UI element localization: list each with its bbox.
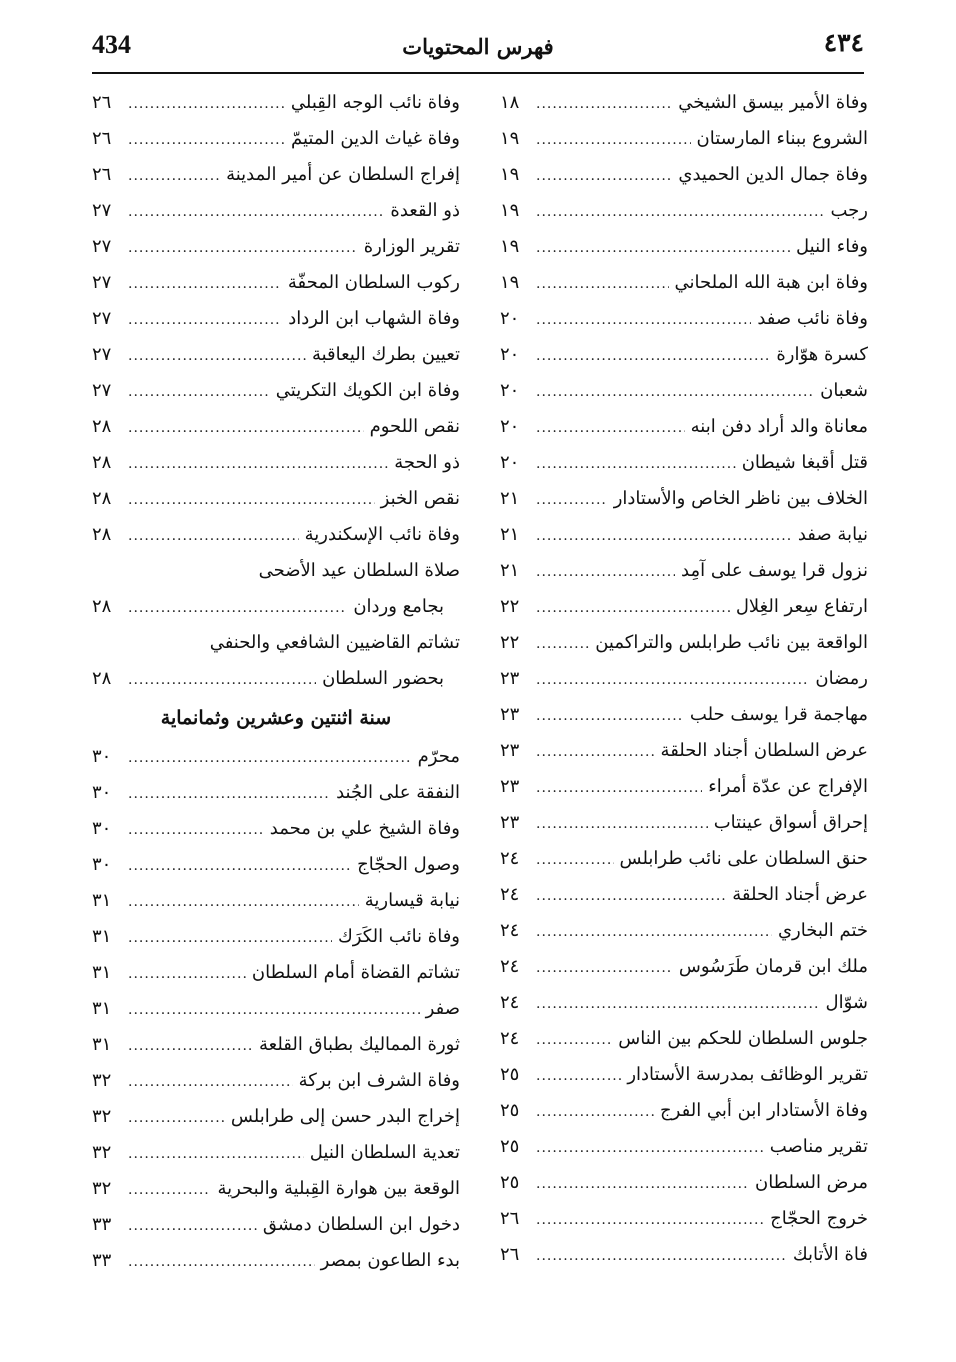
- entry-page: ٣٣: [92, 1214, 112, 1235]
- year-heading: سنة اثنتين وعشرين وثمانماية: [160, 707, 392, 729]
- entry-page: ٢٥: [500, 1100, 520, 1121]
- leader-dots: [128, 266, 282, 302]
- leader-dots: [128, 1100, 225, 1136]
- entry-title: ذو الحجة: [394, 452, 460, 473]
- toc-entry: [92, 229, 460, 265]
- entry-page: ٢١: [500, 524, 520, 545]
- entry-page: ٢٣: [500, 704, 520, 725]
- toc-entry: [92, 265, 460, 301]
- toc-entry: [92, 445, 460, 481]
- entry-title: وفاة الأستادار ابن أبي الفرج: [660, 1100, 868, 1121]
- entry-title: حنق السلطان على نائب طرابلس: [619, 848, 868, 869]
- entry-title: الواقعة بين نائب طرابلس والتراكمين: [595, 632, 868, 653]
- entry-title: مهاجمة قرا يوسف حلب: [689, 704, 868, 725]
- entry-page: ٣٠: [92, 854, 112, 875]
- entry-page: ١٩: [500, 236, 520, 257]
- leader-dots: [536, 698, 684, 734]
- toc-entry: [92, 301, 460, 337]
- leader-dots: [536, 806, 708, 842]
- entry-page: ٣١: [92, 998, 112, 1019]
- page-number-latin: 434: [92, 30, 131, 59]
- toc-entry: [92, 1027, 460, 1063]
- toc-entry: [92, 193, 460, 229]
- leader-dots: [128, 956, 246, 992]
- toc-entry: [92, 991, 460, 1027]
- entry-page: ٢٤: [500, 992, 520, 1013]
- toc-entry: [500, 517, 868, 553]
- entry-title: تعيين بطرك اليعاقبة: [311, 344, 460, 365]
- entry-title: تقرير مناصب: [769, 1136, 868, 1157]
- toc-entry-line2: [92, 589, 460, 625]
- entry-page: ٢٨: [92, 668, 112, 689]
- entry-page: ٢٦: [500, 1244, 520, 1265]
- leader-dots: [128, 374, 270, 410]
- leader-dots: [128, 158, 220, 194]
- entry-title: الخلاف بين ناظر الخاص والأستادار: [613, 488, 868, 509]
- leader-dots: [128, 1172, 211, 1208]
- entry-title: شوّال: [825, 992, 868, 1013]
- entry-title: نزول قرا يوسف على آمِد: [681, 560, 868, 581]
- toc-entry: [500, 841, 868, 877]
- entry-page: ٣١: [92, 1034, 112, 1055]
- entry-page: ٢٥: [500, 1136, 520, 1157]
- leader-dots: [536, 1022, 612, 1058]
- toc-entry: [500, 1129, 868, 1165]
- toc-entry-line1: [92, 553, 460, 589]
- leader-dots: [128, 1244, 315, 1280]
- entry-page: ٢٨: [92, 416, 112, 437]
- header-rule: [92, 72, 864, 74]
- leader-dots: [128, 1028, 253, 1064]
- entry-page: ٢٧: [92, 344, 112, 365]
- entry-title: كسرة هوّارة: [776, 344, 868, 365]
- entry-title: معاناة والد أراد دفن ابنه: [690, 416, 868, 437]
- entry-title: الشروع ببناء المارستان: [696, 128, 868, 149]
- toc-entry: [500, 409, 868, 445]
- leader-dots: [536, 986, 820, 1022]
- leader-dots: [128, 338, 306, 374]
- leader-dots: [128, 884, 359, 920]
- toc-column-left: [92, 85, 460, 1279]
- toc-entry-line1: [92, 625, 460, 661]
- leader-dots: [128, 302, 282, 338]
- toc-entry: [500, 1201, 868, 1237]
- entry-title: تقرير الوزارة: [363, 236, 460, 257]
- toc-entry: [500, 877, 868, 913]
- toc-entry: [500, 229, 868, 265]
- entry-page: ٢٠: [500, 452, 520, 473]
- leader-dots: [128, 1136, 304, 1172]
- entry-title: الوقعة بين هوارة القِبلية والبحرية: [217, 1178, 460, 1199]
- toc-entry: [92, 1063, 460, 1099]
- entry-page: ١٩: [500, 200, 520, 221]
- leader-dots: [128, 86, 285, 122]
- entry-page: ٢٧: [92, 236, 112, 257]
- toc-entry: [92, 481, 460, 517]
- leader-dots: [536, 950, 673, 986]
- entry-page: ٢٥: [500, 1064, 520, 1085]
- entry-page: ٢٧: [92, 308, 112, 329]
- toc-entry: [500, 157, 868, 193]
- entry-title: دخول ابن السلطان دمشق: [262, 1214, 460, 1235]
- entry-page: ٢٨: [92, 524, 112, 545]
- entry-page: ٣٢: [92, 1106, 112, 1127]
- entry-title: إخراج البدر حسن إلى طرابلس: [230, 1106, 460, 1127]
- entry-title: نقص الخبز: [380, 488, 460, 509]
- entry-page: ٣١: [92, 926, 112, 947]
- entry-page: ٣٢: [92, 1070, 112, 1091]
- leader-dots: [536, 1238, 787, 1274]
- toc-entry: [500, 193, 868, 229]
- toc-entry: [92, 337, 460, 373]
- toc-entry: [500, 661, 868, 697]
- leader-dots: [536, 302, 751, 338]
- toc-entry: [92, 1135, 460, 1171]
- entry-page: ٣٣: [92, 1250, 112, 1271]
- toc-entry: [500, 985, 868, 1021]
- entry-title: وفاة نائب الكَرَك: [337, 926, 460, 947]
- entry-title: فاة الأتابك: [792, 1244, 868, 1265]
- leader-dots: [536, 1202, 764, 1238]
- leader-dots: [128, 848, 351, 884]
- toc-entry: [500, 1057, 868, 1093]
- entry-title: نيابة قيسارية: [364, 890, 460, 911]
- toc-entry: [500, 1093, 868, 1129]
- entry-page: ١٩: [500, 272, 520, 293]
- toc-entry: [92, 739, 460, 775]
- entry-title-continued: بجامع وردان: [353, 596, 444, 617]
- toc-entry: [92, 1099, 460, 1135]
- entry-page: ٢٤: [500, 884, 520, 905]
- entry-page: ٢٢: [500, 632, 520, 653]
- leader-dots: [536, 194, 825, 230]
- toc-entry: [92, 955, 460, 991]
- entry-title: ثورة المماليك بطباق القلعة: [258, 1034, 460, 1055]
- entry-title: رمضان: [815, 668, 868, 689]
- leader-dots: [128, 812, 264, 848]
- toc-entry: [92, 1243, 460, 1279]
- leader-dots: [536, 626, 589, 662]
- entry-title: عرض أجناد الحلقة: [732, 884, 868, 905]
- entry-page: ٢٤: [500, 956, 520, 977]
- entry-page: ١٩: [500, 164, 520, 185]
- entry-title: وفاة الشرف ابن بركة: [298, 1070, 460, 1091]
- leader-dots: [128, 740, 412, 776]
- leader-dots: [536, 590, 730, 626]
- entry-title: تشاتم القضاة أمام السلطان: [251, 962, 460, 983]
- toc-entry: [92, 121, 460, 157]
- leader-dots: [128, 194, 384, 230]
- entry-page: ٢١: [500, 488, 520, 509]
- leader-dots: [128, 776, 330, 812]
- entry-page: ٣٠: [92, 782, 112, 803]
- page-number-arabic: ٤٣٤: [823, 28, 864, 57]
- entry-title: جلوس السلطان للحكم بين الناس: [618, 1028, 868, 1049]
- leader-dots: [536, 86, 672, 122]
- entry-page: ١٨: [500, 92, 520, 113]
- toc-entry: [500, 1165, 868, 1201]
- entry-title: وفاة غياث الدين المتيمّ: [290, 128, 460, 149]
- entry-title-continued: بحضور السلطان: [322, 668, 444, 689]
- leader-dots: [536, 158, 672, 194]
- toc-entry: [92, 883, 460, 919]
- entry-title: وفاة ابن هبة الله الملحاني: [674, 272, 868, 293]
- leader-dots: [536, 266, 669, 302]
- leader-dots: [536, 374, 814, 410]
- toc-entry: [500, 553, 868, 589]
- leader-dots: [128, 482, 375, 518]
- toc-entry: [500, 769, 868, 805]
- leader-dots: [536, 914, 772, 950]
- entry-title: تقرير الوظائف بمدرسة الأستادار: [627, 1064, 868, 1085]
- leader-dots: [536, 122, 691, 158]
- entry-page: ٢٣: [500, 668, 520, 689]
- entry-title: تشاتم القاضيين الشافعي والحنفي: [209, 632, 460, 653]
- toc-entry: [500, 697, 868, 733]
- entry-page: ١٩: [500, 128, 520, 149]
- toc-column-right: [500, 85, 868, 1273]
- entry-title: وفاة جمال الدين الحميدي: [678, 164, 868, 185]
- entry-title: محرّم: [417, 746, 460, 767]
- entry-page: ٣٢: [92, 1142, 112, 1163]
- entry-title: وفاة نائب الإسكندرية: [304, 524, 460, 545]
- toc-entry: [500, 265, 868, 301]
- entry-title: رجب: [830, 200, 868, 221]
- running-title: فهرس المحتويات: [402, 34, 554, 59]
- entry-title: شعبان: [820, 380, 868, 401]
- toc-entry: [500, 1021, 868, 1057]
- entry-page: ٢٠: [500, 344, 520, 365]
- toc-entry: [92, 85, 460, 121]
- leader-dots: [536, 770, 702, 806]
- leader-dots: [128, 992, 420, 1028]
- leader-dots: [536, 1058, 621, 1094]
- entry-page: ٢٠: [500, 308, 520, 329]
- entry-page: ٢٠: [500, 416, 520, 437]
- toc-entry: [92, 373, 460, 409]
- entry-page: ٣١: [92, 962, 112, 983]
- entry-page: ٢٣: [500, 776, 520, 797]
- leader-dots: [128, 446, 388, 482]
- entry-title: عرض السلطان أجناد الحلقة: [660, 740, 868, 761]
- entry-page: ٢٤: [500, 1028, 520, 1049]
- entry-title: نقص اللحوم: [369, 416, 460, 437]
- leader-dots: [128, 920, 332, 956]
- entry-title: ارتفاع سِعر الغِلال: [735, 596, 868, 617]
- leader-dots: [128, 410, 364, 446]
- entry-page: ٣٠: [92, 818, 112, 839]
- toc-entry: [500, 625, 868, 661]
- toc-entry: [500, 337, 868, 373]
- leader-dots: [536, 410, 685, 446]
- toc-entry: [92, 847, 460, 883]
- entry-title: صلاة السلطان عيد الأضحى: [258, 560, 460, 581]
- entry-title: الإفراج عن عدّة أمراء: [708, 776, 868, 797]
- toc-entry: [500, 301, 868, 337]
- entry-title: ذو القعدة: [390, 200, 460, 221]
- entry-title: وفاة الأمير بيسق الشيخي: [678, 92, 868, 113]
- entry-title: بدء الطاعون بمصر: [320, 1250, 460, 1271]
- entry-title: تعدية السلطان النيل: [309, 1142, 460, 1163]
- toc-entry: [500, 1237, 868, 1273]
- leader-dots: [536, 1130, 764, 1166]
- toc-entry-line2: [92, 661, 460, 697]
- toc-entry: [500, 373, 868, 409]
- entry-page: ٢٣: [500, 740, 520, 761]
- leader-dots: [536, 446, 736, 482]
- entry-page: ٢٨: [92, 488, 112, 509]
- leader-dots: [128, 518, 299, 554]
- toc-entry: [92, 1171, 460, 1207]
- entry-title: مرض السلطان: [754, 1172, 868, 1193]
- entry-title: ملك ابن قرمان طَرَسُوس: [678, 956, 868, 977]
- toc-entry: [500, 805, 868, 841]
- toc-entry: [500, 481, 868, 517]
- entry-title: وفاء النيل: [796, 236, 868, 257]
- leader-dots: [128, 662, 316, 698]
- entry-title: قتل أقبغا شيطان: [741, 452, 868, 473]
- leader-dots: [536, 554, 675, 590]
- entry-page: ٢٦: [500, 1208, 520, 1229]
- entry-title: نيابة صفد: [797, 524, 868, 545]
- toc-entry: [500, 589, 868, 625]
- page-header: [92, 30, 864, 70]
- leader-dots: [536, 734, 655, 770]
- entry-page: ٢٤: [500, 920, 520, 941]
- entry-title: إفراج السلطان عن أمير المدينة: [226, 164, 460, 185]
- entry-page: ٢٣: [500, 812, 520, 833]
- leader-dots: [128, 1208, 257, 1244]
- leader-dots: [536, 1094, 654, 1130]
- toc-entry: [500, 733, 868, 769]
- entry-title: وفاة الشيخ علي بن محمد: [269, 818, 460, 839]
- entry-title: خروج الحجّاج: [770, 1208, 868, 1229]
- entry-page: ٣٢: [92, 1178, 112, 1199]
- entry-page: ٢٢: [500, 596, 520, 617]
- toc-entry: [500, 445, 868, 481]
- entry-page: ٢٧: [92, 272, 112, 293]
- toc-entry: [92, 517, 460, 553]
- toc-entry: [500, 85, 868, 121]
- toc-entry: [92, 1207, 460, 1243]
- entry-page: ٢٦: [92, 164, 112, 185]
- entry-title: وفاة ابن الكويك التكريتي: [275, 380, 460, 401]
- entry-page: ٢٥: [500, 1172, 520, 1193]
- entry-title: إحراق أسواق عينتاب: [713, 812, 868, 833]
- leader-dots: [536, 518, 792, 554]
- leader-dots: [128, 1064, 293, 1100]
- toc-entry: [92, 157, 460, 193]
- entry-page: ٢٨: [92, 596, 112, 617]
- entry-page: ٢٧: [92, 200, 112, 221]
- leader-dots: [536, 878, 726, 914]
- entry-page: ٢٨: [92, 452, 112, 473]
- entry-page: ٢٠: [500, 380, 520, 401]
- leader-dots: [128, 122, 285, 158]
- entry-page: ٢٧: [92, 380, 112, 401]
- entry-title: ختم البخاري: [777, 920, 868, 941]
- entry-title: وفاة نائب صفد: [757, 308, 868, 329]
- entry-page: ٢٦: [92, 128, 112, 149]
- toc-entry: [92, 775, 460, 811]
- entry-page: ٣٠: [92, 746, 112, 767]
- toc-entry: [500, 913, 868, 949]
- entry-title: صفر: [425, 998, 460, 1019]
- leader-dots: [128, 230, 358, 266]
- toc-entry: [92, 919, 460, 955]
- leader-dots: [536, 230, 790, 266]
- entry-title: وفاة الشهاب ابن الرداد: [288, 308, 460, 329]
- entry-page: ٢٤: [500, 848, 520, 869]
- leader-dots: [536, 1166, 749, 1202]
- entry-title: وصول الحجّاج: [357, 854, 460, 875]
- toc-entry: [92, 409, 460, 445]
- toc-entry: [92, 811, 460, 847]
- leader-dots: [536, 842, 614, 878]
- entry-title: ركوب السلطان المحفّة: [287, 272, 460, 293]
- leader-dots: [536, 338, 770, 374]
- leader-dots: [536, 482, 608, 518]
- toc-entry: [500, 949, 868, 985]
- leader-dots: [536, 662, 809, 698]
- toc-entry: [500, 121, 868, 157]
- entry-page: ٢٦: [92, 92, 112, 113]
- entry-page: ٣١: [92, 890, 112, 911]
- entry-title: النفقة على الجُند: [336, 782, 460, 803]
- entry-title: وفاة نائب الوجه القِبلي: [290, 92, 460, 113]
- entry-page: ٢١: [500, 560, 520, 581]
- leader-dots: [128, 590, 347, 626]
